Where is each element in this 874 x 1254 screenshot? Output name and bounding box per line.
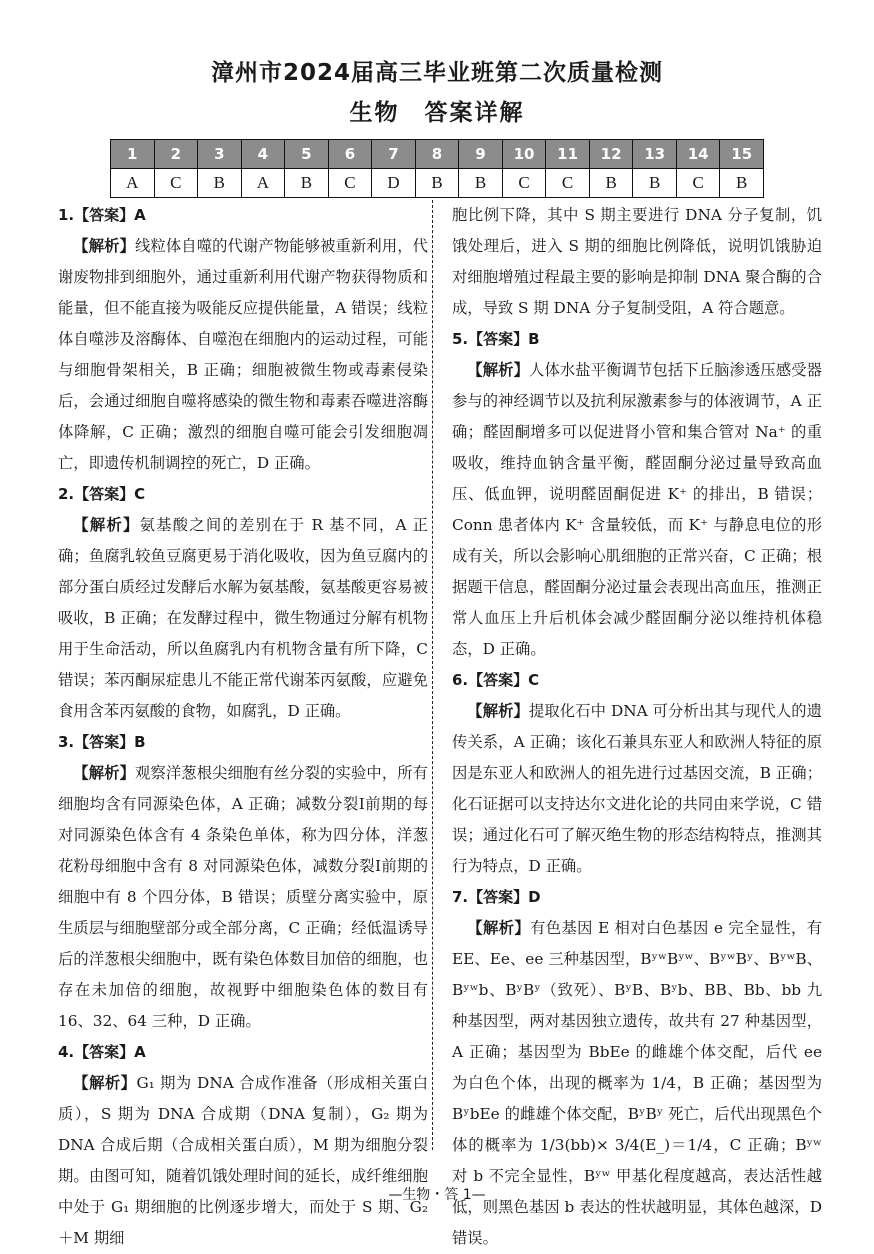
question-number-cell: 11 (546, 140, 590, 169)
q1-answer: 1.【答案】A (58, 206, 146, 224)
answer-cell: B (198, 169, 242, 198)
question-number-cell: 3 (198, 140, 242, 169)
q2-explanation: 【解析】氨基酸之间的差别在于 R 基不同，A 正确；鱼腐乳较鱼豆腐更易于消化吸收，因为鱼豆腐内的部分蛋白质经过发酵后水解为氨基酸，氨基酸更容易被吸收，B 正确；在发酵过程中，微生物通过分解有机物用于生命活动，所以鱼腐乳内有机物含量有所下降，C 错误；苯丙酮尿症患儿不能正常代谢苯丙氨酸，应避免食用含苯丙氨酸的食物，如腐乳，D 正确。 (58, 516, 428, 720)
q2-answer: 2.【答案】C (58, 485, 146, 503)
answer-cell: C (502, 169, 546, 198)
answer-table (110, 139, 764, 198)
q4-explanation-continued: 胞比例下降，其中 S 期主要进行 DNA 分子复制，饥饿处理后，进入 S 期的细胞比例降低，说明饥饿胁迫对细胞增殖过程最主要的影响是抑制 DNA 聚合酶的合成，导致 S 期 DNA 分子复制受阻，A 符合题意。 (452, 206, 822, 317)
answer-cell: A (241, 169, 285, 198)
answer-cell: B (589, 169, 633, 198)
question-number-cell: 14 (676, 140, 720, 169)
q5-answer: 5.【答案】B (452, 330, 540, 348)
right-column (452, 200, 822, 1247)
answer-cell: B (720, 169, 764, 198)
answer-cell: B (633, 169, 677, 198)
q4-explanation: 【解析】G₁ 期为 DNA 合成作准备（形成相关蛋白质），S 期为 DNA 合成期（DNA 复制），G₂ 期为 DNA 合成后期（合成相关蛋白质），M 期为细胞分裂期。由图可知，随着饥饿处理时间的延长，成纤维细胞中处于 G₁ 期细胞的比例逐步增大，而处于 S 期、G₂＋M 期细 (58, 1074, 428, 1247)
q3-answer: 3.【答案】B (58, 733, 146, 751)
question-number-cell: 12 (589, 140, 633, 169)
question-number-cell: 2 (154, 140, 198, 169)
question-number-cell: 4 (241, 140, 285, 169)
answer-cell: B (415, 169, 459, 198)
column-divider (432, 200, 433, 1150)
page-footer: —生物・答 1— (388, 1187, 486, 1203)
q3-explanation: 【解析】观察洋葱根尖细胞有丝分裂的实验中，所有细胞均含有同源染色体，A 正确；减数分裂Ⅰ前期的每对同源染色体含有 4 条染色单体，称为四分体，洋葱花粉母细胞中含有 8 对同源染色体，减数分裂Ⅰ前期的细胞中有 8 个四分体，B 错误；质壁分离实验中，原生质层与细胞壁部分或全部分离，C 正确；经低温诱导后的洋葱根尖细胞中，既有染色体数目加倍的细胞，也存在未加倍的细胞，故视野中细胞染色体的数目有 16、32、64 三种，D 正确。 (58, 764, 428, 1030)
q1-explanation: 【解析】线粒体自噬的代谢产物能够被重新利用，代谢废物排到细胞外，通过重新利用代谢产物获得物质和能量，但不能直接为吸能反应提供能量，A 错误；线粒体自噬涉及溶酶体、自噬泡在细胞内的运动过程，可能与细胞骨架相关，B 正确；细胞被微生物或毒素侵染后，会通过细胞自噬将感染的微生物和毒素吞噬进溶酶体降解，C 正确；激烈的细胞自噬可能会引发细胞凋亡，即遗传机制调控的死亡，D 正确。 (58, 237, 428, 472)
answer-cell: C (546, 169, 590, 198)
question-number-cell: 1 (111, 140, 155, 169)
q6-explanation: 【解析】提取化石中 DNA 可分析出其与现代人的遗传关系，A 正确；该化石兼具东亚人和欧洲人特征的原因是东亚人和欧洲人的祖先进行过基因交流，B 正确；化石证据可以支持达尔文进化论的共同由来学说，C 错误；通过化石可了解灭绝生物的形态结构特点，推测其行为特点，D 正确。 (452, 702, 822, 875)
question-number-cell: 5 (285, 140, 329, 169)
page-subtitle: 生物 答案详解 (349, 100, 525, 126)
question-number-cell: 6 (328, 140, 372, 169)
question-number-cell: 9 (459, 140, 503, 169)
question-number-cell: 8 (415, 140, 459, 169)
q7-explanation: 【解析】有色基因 E 相对白色基因 e 完全显性，有 EE、Ee、ee 三种基因型，BʸʷBʸʷ、BʸʷBʸ、BʸʷB、Bʸʷb、BʸBʸ（致死）、BʸB、Bʸb、BB、Bb、bb 九种基因型，两对基因独立遗传，故共有 27 种基因型，A 正确；基因型为 BbEe 的雌雄个体交配，后代 ee 为白色个体，出现的概率为 1/4，B 正确；基因型为 BʸbEe 的雌雄个体交配，BʸBʸ 死亡，后代出现黑色个体的概率为 1/3(bb)× 3/4(E_)＝1/4，C 正确；Bʸʷ 对 b 不完全显性，Bʸʷ 甲基化程度越高，表达活性越低，则黑色基因 b 表达的性状越明显，其体色越深，D 错误。 (452, 919, 822, 1247)
answer-cell: A (111, 169, 155, 198)
q5-explanation: 【解析】人体水盐平衡调节包括下丘脑渗透压感受器参与的神经调节以及抗利尿激素参与的体液调节，A 正确；醛固酮增多可以促进肾小管和集合管对 Na⁺ 的重吸收，维持血钠含量平衡，醛固酮分泌过量导致高血压、低血钾，说明醛固酮促进 K⁺ 的排出，B 错误；Conn 患者体内 K⁺ 含量较低，而 K⁺ 与静息电位的形成有关，所以会影响心肌细胞的正常兴奋，C 正确；根据题干信息，醛固酮分泌过量会表现出高血压，推测正常人血压上升后机体会减少醛固酮分泌以维持机体稳态，D 正确。 (452, 361, 822, 658)
answer-cell: B (459, 169, 503, 198)
q7-answer: 7.【答案】D (452, 888, 541, 906)
question-number-cell: 10 (502, 140, 546, 169)
left-column (58, 200, 428, 1247)
answer-cell: C (676, 169, 720, 198)
answer-cell: B (285, 169, 329, 198)
page-title: 漳州市2024届高三毕业班第二次质量检测 (210, 60, 663, 86)
q6-answer: 6.【答案】C (452, 671, 540, 689)
answer-cell: C (328, 169, 372, 198)
question-number-cell: 13 (633, 140, 677, 169)
q4-answer: 4.【答案】A (58, 1043, 146, 1061)
answer-cell: D (372, 169, 416, 198)
question-number-cell: 15 (720, 140, 764, 169)
answer-table-answer-row (111, 169, 764, 198)
question-number-cell: 7 (372, 140, 416, 169)
answer-cell: C (154, 169, 198, 198)
answer-table-number-row (111, 140, 764, 169)
